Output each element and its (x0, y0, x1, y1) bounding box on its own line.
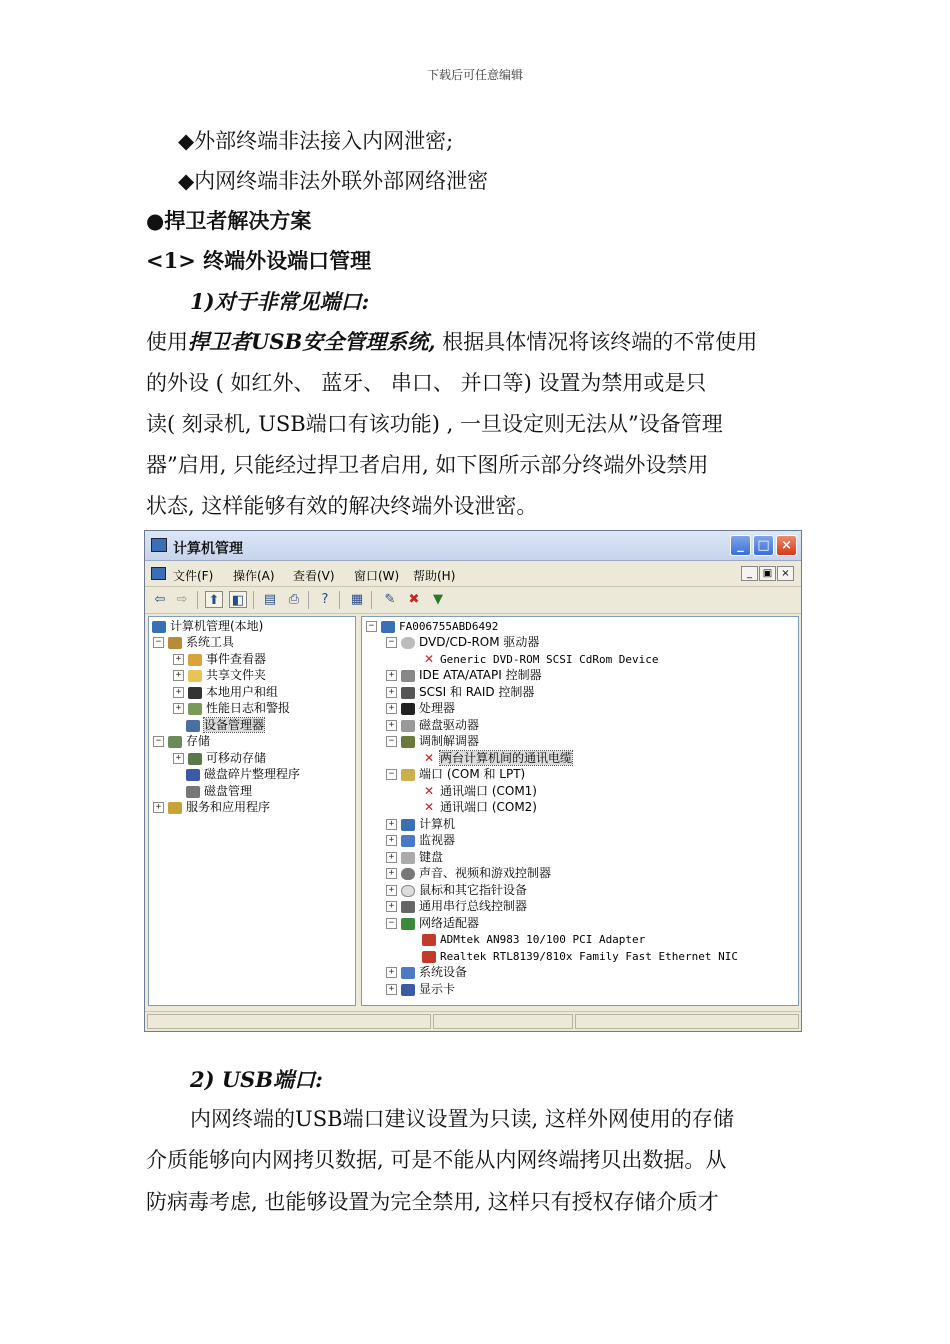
computer-icon (151, 538, 167, 552)
collapse-icon[interactable]: − (153, 736, 164, 747)
menu-file[interactable]: 文件(F) (173, 569, 214, 583)
maximize-button[interactable]: □ (753, 535, 774, 556)
network-card-icon (422, 951, 436, 963)
console-tree-pane (148, 616, 356, 1006)
system-devices-icon (401, 967, 415, 979)
menu-view[interactable]: 查看(V) (293, 569, 335, 583)
collapse-icon[interactable]: − (386, 769, 397, 780)
menubar (145, 562, 801, 587)
enable-device-icon[interactable]: ▼ (433, 592, 443, 607)
device-category-system[interactable]: + 系统设备 (386, 964, 467, 980)
minimize-button[interactable]: _ (730, 535, 751, 556)
device-category-mouse[interactable]: + 鼠标和其它指针设备 (386, 882, 527, 898)
folder-icon (188, 670, 202, 682)
collapse-icon[interactable]: − (386, 637, 397, 648)
subheading-uncommon-ports: 1)对于非常见端口: (190, 289, 370, 314)
tree-item-shared-folders[interactable]: + 共享文件夹 (173, 667, 266, 683)
menu-window[interactable]: 窗口(W) (354, 569, 400, 583)
paragraph2-line3: 防病毒考虑, 也能够设置为完全禁用, 这样只有授权存储介质才 (146, 1190, 719, 1214)
mdi-close-button[interactable]: × (777, 566, 794, 581)
disabled-x-icon: ✕ (423, 652, 435, 666)
product-name: 捍卫者USB安全管理系统, (188, 329, 436, 354)
tree-item-disk-management[interactable]: 磁盘管理 (186, 783, 252, 799)
computer-icon (401, 819, 415, 831)
services-icon (168, 802, 182, 814)
tree-item-event-viewer[interactable]: + 事件查看器 (173, 651, 266, 667)
device-network-admtek[interactable]: ADMtek AN983 10/100 PCI Adapter (422, 931, 645, 947)
collapse-icon[interactable]: − (153, 637, 164, 648)
expand-icon[interactable]: + (173, 753, 184, 764)
expand-icon[interactable]: + (386, 885, 397, 896)
help-icon[interactable]: ? (321, 592, 329, 607)
expand-icon[interactable]: + (173, 670, 184, 681)
expand-icon[interactable]: + (386, 703, 397, 714)
expand-icon[interactable]: + (153, 802, 164, 813)
bullet-external-access: ◆外部终端非法接入内网泄密; (178, 129, 454, 153)
collapse-icon[interactable]: − (386, 918, 397, 929)
paragraph1-line2: 的外设 ( 如红外、 蓝牙、 串口、 并口等) 设置为禁用或是只 (146, 371, 707, 395)
device-manager-icon (186, 720, 200, 732)
expand-icon[interactable]: + (386, 670, 397, 681)
expand-icon[interactable]: + (386, 819, 397, 830)
expand-icon[interactable]: + (386, 868, 397, 879)
expand-icon[interactable]: + (173, 687, 184, 698)
status-cell (575, 1014, 799, 1029)
device-category-keyboard[interactable]: + 键盘 (386, 849, 443, 865)
disabled-x-icon: ✕ (423, 784, 435, 798)
disk-management-icon (186, 786, 200, 798)
scsi-controller-icon (401, 687, 415, 699)
paragraph1-line1 (146, 326, 757, 356)
menu-action[interactable]: 操作(A) (233, 569, 275, 583)
mdi-minimize-button[interactable]: _ (741, 566, 758, 581)
device-category-display[interactable]: + 显示卡 (386, 981, 455, 997)
device-category-monitor[interactable]: + 监视器 (386, 832, 455, 848)
subheading-usb-ports: 2) USB端口: (190, 1067, 323, 1092)
mouse-icon (401, 885, 415, 897)
usb-icon (401, 901, 415, 913)
monitor-icon (401, 835, 415, 847)
back-arrow-icon[interactable]: ⇦ (154, 592, 166, 607)
tree-item-removable-storage[interactable]: + 可移动存储 (173, 750, 266, 766)
expand-icon[interactable]: + (386, 720, 397, 731)
toolbar (145, 587, 801, 614)
tree-item-performance-logs[interactable]: + 性能日志和警报 (173, 700, 290, 716)
paragraph1-line3: 读( 刻录机, USB端口有该功能) , 一旦设定则无法从”设备管理 (146, 412, 723, 436)
tools-icon (168, 637, 182, 649)
expand-icon[interactable]: + (386, 687, 397, 698)
expand-icon[interactable]: + (173, 654, 184, 665)
console-icon (151, 567, 166, 580)
status-cell (433, 1014, 573, 1029)
device-port-com1[interactable]: ✕ 通讯端口 (COM1) (423, 784, 537, 798)
menu-help[interactable]: 帮助(H) (413, 569, 456, 583)
disabled-x-icon: ✕ (423, 751, 435, 765)
device-category-modem[interactable]: − 调制解调器 (386, 733, 479, 749)
device-category-computer[interactable]: + 计算机 (386, 816, 455, 832)
processor-icon (401, 703, 415, 715)
device-category-scsi[interactable]: + SCSI 和 RAID 控制器 (386, 684, 534, 700)
display-adapter-icon (401, 984, 415, 996)
defrag-icon (186, 769, 200, 781)
tree-item-services-apps[interactable]: + 服务和应用程序 (153, 799, 270, 815)
tree-item-device-manager[interactable]: 设备管理器 (186, 717, 264, 733)
collapse-icon[interactable]: − (386, 736, 397, 747)
section-heading-solution: ●捍卫者解决方案 (146, 208, 312, 233)
device-category-dvd[interactable]: − DVD/CD-ROM 驱动器 (386, 634, 539, 650)
expand-icon[interactable]: + (173, 703, 184, 714)
show-tree-icon[interactable]: ◧ (229, 591, 247, 608)
window-title: 计算机管理 (173, 541, 243, 557)
device-category-sound[interactable]: + 声音、视频和游戏控制器 (386, 865, 551, 881)
device-category-disk[interactable]: + 磁盘驱动器 (386, 717, 479, 733)
bullet-internal-outbound: ◆内网终端非法外联外部网络泄密 (178, 169, 489, 193)
close-button[interactable]: × (776, 535, 797, 556)
storage-icon (168, 736, 182, 748)
computer-management-window (144, 530, 802, 1032)
keyboard-icon (401, 852, 415, 864)
paragraph1-line4: 器”启用, 只能经过捍卫者启用, 如下图所示部分终端外设禁用 (146, 453, 709, 477)
expand-icon[interactable]: + (386, 984, 397, 995)
device-dvd-generic[interactable]: ✕ Generic DVD-ROM SCSI CdRom Device (423, 652, 659, 666)
device-root[interactable]: − FA006755ABD6492 (366, 618, 498, 634)
expand-icon[interactable]: + (386, 967, 397, 978)
disk-drive-icon (401, 720, 415, 732)
device-network-realtek[interactable]: Realtek RTL8139/810x Family Fast Ethernet NIC (422, 948, 738, 964)
tree-item-storage[interactable]: − 存储 (153, 733, 210, 749)
network-card-icon (422, 934, 436, 946)
modem-icon (401, 736, 415, 748)
device-category-ports[interactable]: − 端口 (COM 和 LPT) (386, 766, 525, 782)
device-tree-pane (361, 616, 799, 1006)
statusbar (145, 1011, 801, 1032)
paragraph2-line2: 介质能够向内网拷贝数据, 可是不能从内网终端拷贝出数据。从 (146, 1148, 727, 1172)
device-category-usb[interactable]: + 通用串行总线控制器 (386, 898, 527, 914)
removable-storage-icon (188, 753, 202, 765)
header-note: 下载后可任意编辑 (426, 68, 523, 82)
tree-item-computer-management[interactable]: 计算机管理(本地) (152, 618, 263, 634)
paragraph1-rest: 根据具体情况将该终端的不常使用 (435, 330, 758, 354)
expand-icon[interactable]: + (386, 852, 397, 863)
device-category-processor[interactable]: + 处理器 (386, 700, 455, 716)
up-folder-icon[interactable]: ⬆ (205, 591, 223, 608)
section-heading-port-management: <1> 终端外设端口管理 (146, 248, 372, 273)
tree-item-local-users[interactable]: + 本地用户和组 (173, 684, 278, 700)
computer-icon (381, 621, 395, 633)
mdi-restore-button[interactable]: ▣ (759, 566, 776, 581)
status-cell (147, 1014, 431, 1029)
device-category-network[interactable]: − 网络适配器 (386, 915, 479, 931)
performance-icon (188, 703, 202, 715)
expand-icon[interactable]: + (386, 901, 397, 912)
properties-icon[interactable]: ▤ (263, 592, 277, 607)
tree-item-disk-defragmenter[interactable]: 磁盘碎片整理程序 (186, 766, 300, 782)
device-port-com2[interactable]: ✕ 通讯端口 (COM2) (423, 800, 537, 814)
window-titlebar (145, 531, 801, 561)
collapse-icon[interactable]: − (366, 621, 377, 632)
disabled-x-icon: ✕ (423, 800, 435, 814)
tree-item-system-tools[interactable]: − 系统工具 (153, 634, 234, 650)
update-driver-icon[interactable]: ✎ (384, 592, 396, 607)
users-icon (188, 687, 202, 699)
sound-icon (401, 868, 415, 880)
device-modem-cable[interactable]: ✕ 两台计算机间的通讯电缆 (423, 751, 573, 765)
event-viewer-icon (188, 654, 202, 666)
paragraph1-line5: 状态, 这样能够有效的解决终端外设泄密。 (146, 494, 538, 518)
paragraph1-prefix: 使用 (146, 330, 188, 354)
ide-controller-icon (401, 670, 415, 682)
forward-arrow-icon[interactable]: ⇨ (176, 592, 188, 607)
scan-hardware-icon[interactable]: ▦ (350, 592, 364, 607)
print-icon[interactable]: ⎙ (288, 592, 300, 607)
cdrom-icon (401, 637, 415, 649)
expand-icon[interactable]: + (386, 835, 397, 846)
computer-icon (152, 621, 166, 633)
uninstall-icon[interactable]: ✖ (408, 592, 420, 607)
port-icon (401, 769, 415, 781)
device-category-ide[interactable]: + IDE ATA/ATAPI 控制器 (386, 667, 542, 683)
network-adapter-icon (401, 918, 415, 930)
paragraph2-line1: 内网终端的USB端口建议设置为只读, 这样外网使用的存储 (190, 1107, 734, 1131)
